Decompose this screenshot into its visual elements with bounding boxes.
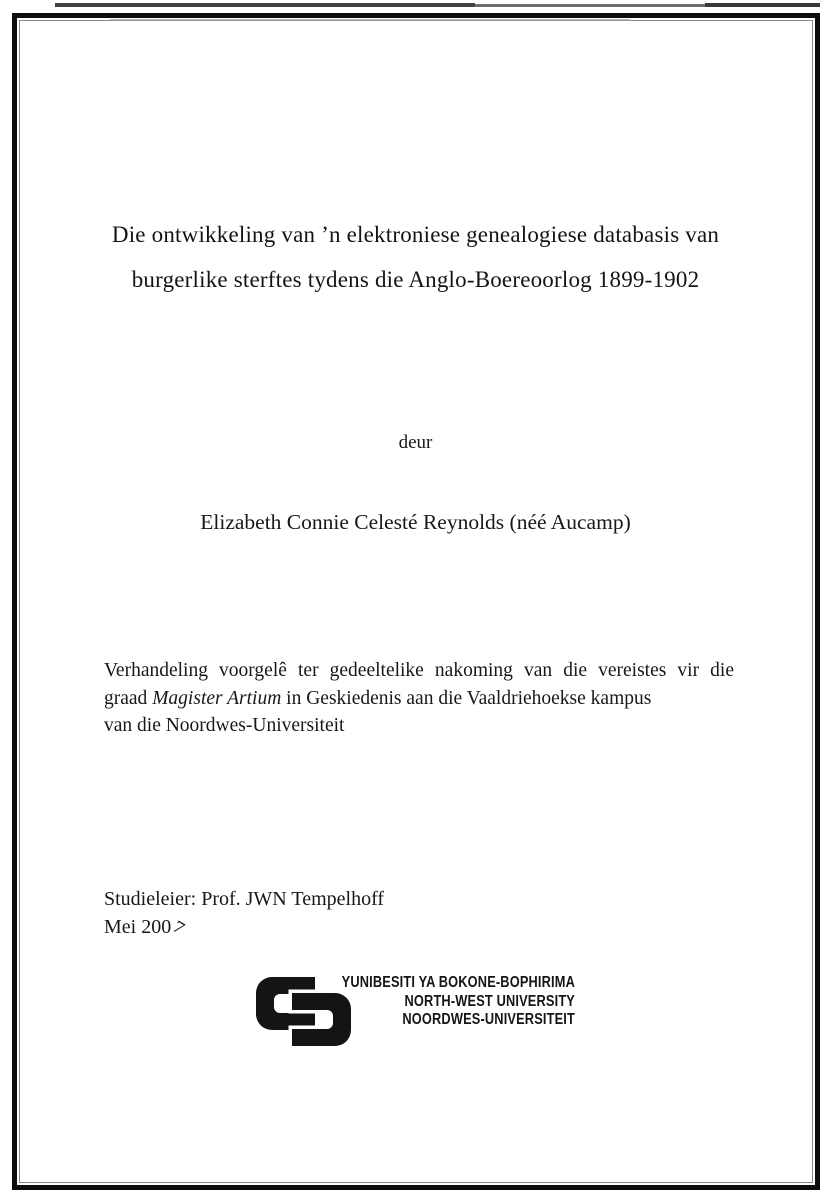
- author-name: Elizabeth Connie Celesté Reynolds (néé Aucamp): [200, 510, 631, 534]
- university-logo-text: [319, 974, 575, 1030]
- logo-text-setswana: YUNIBESITI YA BOKONE-BOPHIRIMA: [341, 974, 575, 991]
- degree-name: Magister Artium: [152, 687, 282, 709]
- scan-artifact: [705, 3, 820, 7]
- thesis-title: [60, 212, 771, 302]
- declaration-line2-post: in Geskiedenis aan die Vaaldriehoekse kampus: [281, 687, 652, 709]
- declaration-line1: Verhandeling voorgelê ter gedeeltelike nakoming van die vereistes vir die: [104, 660, 734, 681]
- byline: deur: [398, 432, 433, 453]
- supervisor-line: Studieleier: Prof. JWN Tempelhoff: [104, 888, 385, 910]
- scan-artifact: [475, 4, 705, 7]
- date-prefix: Mei 200: [104, 915, 172, 938]
- declaration-line3: van die Noordwes-Universiteit: [104, 715, 345, 736]
- scan-artifact: [55, 3, 475, 7]
- scan-artifact: [110, 19, 630, 21]
- declaration-line2-pre: graad: [104, 687, 153, 709]
- university-logo: [255, 967, 585, 1052]
- logo-text-english: NORTH-WEST UNIVERSITY: [404, 992, 575, 1010]
- date-line: [104, 914, 384, 942]
- thesis-title-line2: burgerlike sterftes tydens die Anglo-Boereoorlog 1899-1902: [131, 267, 700, 292]
- thesis-title-line1: Die ontwikkeling van ’n elektroniese genealogiese databasis van: [111, 222, 720, 247]
- logo-text-afrikaans: NOORDWES-UNIVERSITEIT: [402, 1011, 575, 1028]
- supervisor-block: [104, 886, 384, 941]
- declaration-line2: [104, 685, 734, 713]
- date-last-digit: 7: [169, 916, 189, 939]
- declaration-paragraph: [104, 657, 734, 740]
